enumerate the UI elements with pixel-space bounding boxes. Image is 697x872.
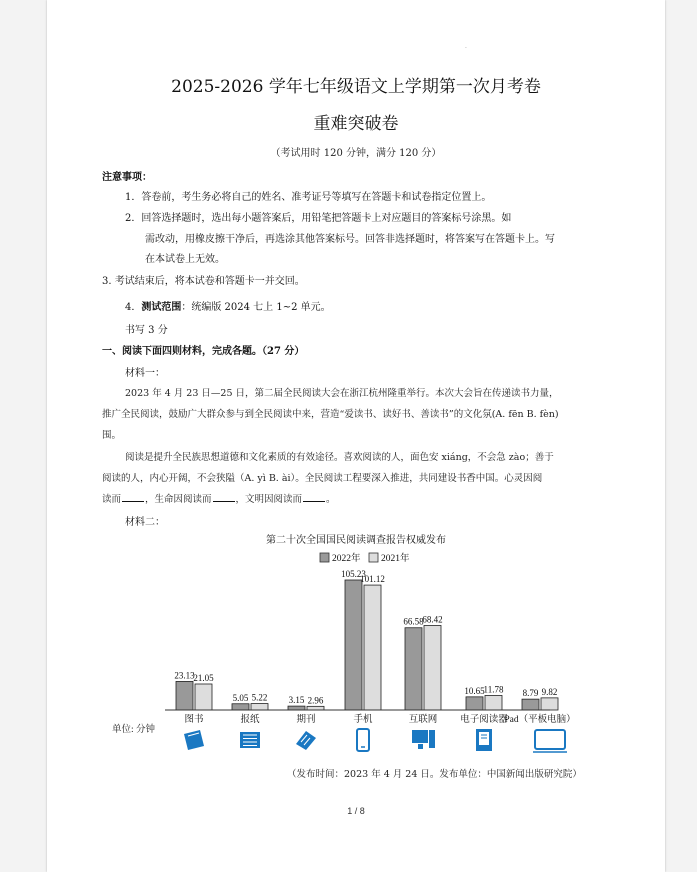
category-label: 报纸	[240, 715, 260, 725]
bar	[232, 704, 249, 710]
category-label: 手机	[353, 715, 373, 725]
category-label: 期刊	[296, 715, 316, 725]
bar-value-label: 2.96	[307, 695, 324, 706]
legend-label: 2022年	[332, 554, 361, 564]
bar	[288, 706, 305, 710]
material-1-line: 阅读是提升全民族思想道德和文化素质的有效途径。喜欢阅读的人，面色安 xiáng，不会急 zào；善于	[125, 452, 554, 463]
bar-value-label: 105.23	[341, 569, 366, 579]
fill-text: 读而	[102, 494, 122, 505]
bar	[522, 699, 539, 710]
material-1-line: 阅读的人，内心开阔，不会狭隘（A. yì B. ài）。全民阅读工程要深入推进，共同建设书香中国。心灵因阅	[102, 473, 543, 484]
scope-num: 4．	[125, 302, 142, 313]
category-label: 图书	[184, 715, 204, 725]
exam-subtitle: 重难突破卷	[313, 114, 399, 134]
document-page	[47, 0, 665, 872]
bar	[466, 697, 483, 710]
page-number: 1 / 8	[347, 806, 365, 816]
material-2-label: 材料二：	[125, 517, 165, 528]
bar-value-label: 8.79	[522, 688, 539, 699]
bar-value-label: 23.13	[174, 670, 195, 681]
bar-value-label: 21.05	[193, 672, 214, 683]
material-1-label: 材料一：	[125, 368, 165, 379]
bar-value-label: 11.78	[483, 684, 504, 695]
category-label: 电子阅读器	[460, 715, 508, 725]
fill-text: ，生命因阅读而	[145, 494, 212, 505]
unit-label: 单位: 分钟	[112, 725, 156, 735]
exam-time-note: （考试用时 120 分钟，满分 120 分）	[270, 148, 442, 159]
chart-source: （发布时间：2023 年 4 月 24 日。发布单位：中国新闻出版研究院）	[287, 769, 582, 780]
decorative-dot: ·	[465, 45, 467, 52]
bar	[364, 585, 381, 710]
reading-survey-chart	[47, 0, 665, 872]
bar	[176, 681, 193, 710]
writing-score: 书写 3 分	[125, 325, 168, 336]
computer-icon	[412, 730, 435, 749]
scope-label: 测试范围	[141, 302, 182, 313]
bar	[307, 706, 324, 710]
notice-item-1: 1．答卷前，考生务必将自己的姓名、准考证号等填写在答题卡和试卷指定位置上。	[125, 192, 492, 203]
bar	[541, 698, 558, 710]
bar-value-label: 66.58	[403, 616, 424, 627]
notice-heading: 注意事项：	[102, 172, 152, 183]
exam-title: 2025-2026 学年七年级语文上学期第一次月考卷	[171, 77, 541, 97]
bar-value-label: 68.42	[422, 614, 443, 625]
ereader-icon	[476, 729, 492, 751]
tablet-icon	[533, 730, 567, 752]
legend-swatch	[320, 553, 329, 562]
phone-icon	[357, 729, 369, 751]
bar-value-label: 101.12	[360, 574, 385, 585]
notice-item-3: 3. 考试结束后，将本试卷和答题卡一并交回。	[102, 276, 305, 287]
legend-label: 2021年	[381, 554, 410, 564]
bar-value-label: 5.22	[251, 692, 268, 703]
fill-text: ，文明因阅读而	[235, 494, 303, 505]
bar-value-label: 10.65	[464, 685, 485, 696]
bar	[424, 625, 441, 710]
notice-item-2-cont: 需改动，用橡皮擦干净后，再选涂其他答案标号。回答非选择题时，将答案写在答题卡上。写	[145, 234, 555, 245]
magazine-icon	[296, 731, 316, 750]
chart-legend	[320, 552, 410, 564]
notice-item-2: 2．回答选择题时，选出每小题答案后，用铅笔把答题卡上对应题目的答案标号涂黑。如	[125, 213, 512, 224]
newspaper-icon	[240, 732, 260, 748]
category-label: Pad（平板电脑）	[504, 715, 576, 725]
bar-value-label: 9.82	[541, 686, 558, 697]
scope-text: ：统编版 2024 七上 1~2 单元。	[181, 302, 331, 313]
category-label: 互联网	[408, 715, 438, 725]
material-1-line: 推广全民阅读，鼓励广大群众参与到全民阅读中来，营造“爱读书、读好书、善读书”的文化氛(A. fēn B. fèn)	[102, 409, 559, 420]
bar	[251, 704, 268, 710]
material-1-line: 围。	[102, 430, 122, 441]
bar	[485, 695, 502, 710]
notice-item-2-end: 在本试卷上无效。	[145, 254, 225, 265]
bar	[345, 580, 362, 710]
section-1-heading: 一、阅读下面四则材料，完成各题。（27 分）	[102, 346, 305, 357]
book-icon	[184, 730, 204, 750]
bar	[195, 684, 212, 710]
bar-value-label: 3.15	[288, 695, 305, 706]
material-1-line: 2023 年 4 月 23 日—25 日，第二届全民阅读大会在浙江杭州隆重举行。本次大会旨在传递读书力量，	[125, 388, 559, 399]
fill-text: 。	[326, 494, 336, 505]
bar-value-label: 5.05	[232, 692, 249, 703]
bar	[405, 628, 422, 710]
legend-swatch	[369, 553, 378, 562]
chart-title: 第二十次全国国民阅读调查报告权威发布	[266, 535, 446, 546]
